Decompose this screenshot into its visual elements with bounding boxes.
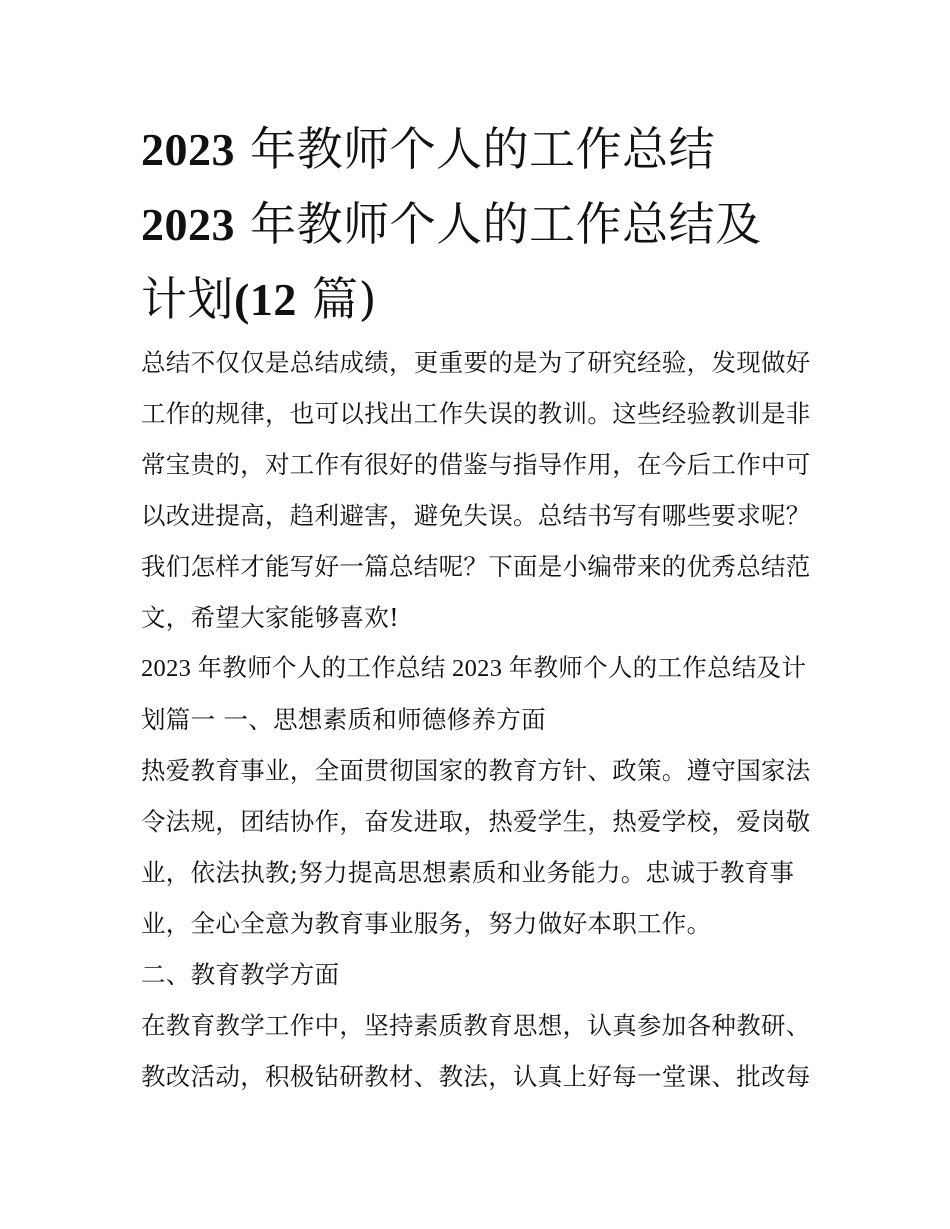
title-line-1 — [141, 112, 821, 187]
title-line-2 — [141, 187, 821, 262]
title-text: 年教师个人的工作总结及 — [250, 197, 762, 251]
title-year: 2023 — [141, 124, 235, 175]
text-line: 业，依法执教;努力提高思想素质和业务能力。忠诚于教育事 — [141, 858, 795, 887]
text-line: 以改进提高，趋利避害，避免失误。总结书写有哪些要求呢？ — [141, 501, 811, 530]
ideology-paragraph — [141, 745, 821, 949]
text-line: 常宝贵的，对工作有很好的借鉴与指导作用，在今后工作中可 — [141, 450, 811, 479]
title-text: 年教师个人的工作总结 — [250, 122, 716, 176]
text-line: 令法规，团结协作，奋发进取，热爱学生，热爱学校，爱岗敬 — [141, 807, 811, 836]
title-text: 篇) — [311, 272, 377, 326]
text-line: 划篇一 一、思想素质和师德修养方面 — [141, 705, 546, 734]
document-title — [141, 112, 821, 337]
text-line: 总结不仅仅是总结成绩，更重要的是为了研究经验，发现做好 — [141, 348, 811, 377]
text-line: 热爱教育事业，全面贯彻国家的教育方针、政策。遵守国家法 — [141, 756, 811, 785]
text-line: 业，全心全意为教育事业服务，努力做好本职工作。 — [141, 909, 712, 938]
text-line: 工作的规律，也可以找出工作失误的教训。这些经验教训是非 — [141, 399, 811, 428]
text-line: 教改活动，积极钻研教材、教法，认真上好每一堂课、批改每 — [141, 1062, 811, 1091]
title-count: (12 — [234, 274, 297, 325]
teaching-paragraph — [141, 1000, 821, 1102]
text-line: 2023 年教师个人的工作总结 2023 年教师个人的工作总结及计 — [141, 655, 807, 682]
title-text: 计划 — [141, 272, 234, 326]
section-heading-paragraph — [141, 643, 821, 745]
text-line: 二、教育教学方面 — [141, 960, 340, 989]
document-page — [141, 112, 821, 1102]
intro-paragraph — [141, 337, 821, 643]
title-line-3 — [141, 262, 821, 337]
text-line: 在教育教学工作中，坚持素质教育思想，认真参加各种教研、 — [141, 1011, 811, 1040]
teaching-heading — [141, 949, 821, 1000]
text-line: 我们怎样才能写好一篇总结呢？下面是小编带来的优秀总结范 — [141, 552, 811, 581]
title-year: 2023 — [141, 199, 235, 250]
text-line: 文，希望大家能够喜欢! — [141, 603, 400, 632]
